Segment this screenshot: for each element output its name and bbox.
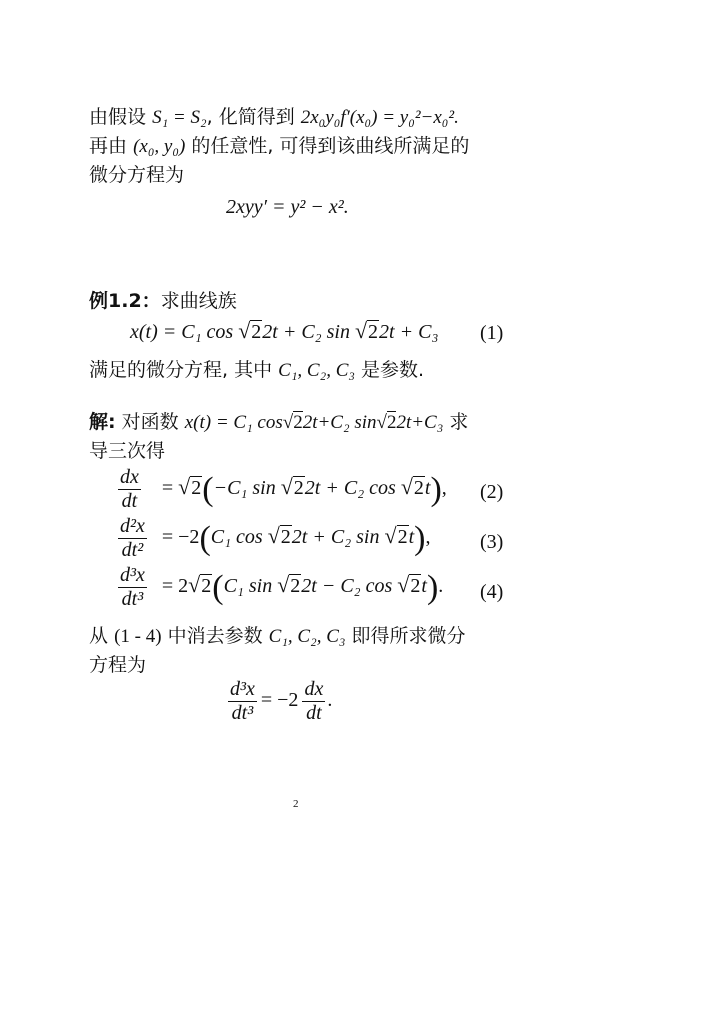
fraction-denominator: dt bbox=[306, 702, 322, 724]
eq-end: . bbox=[327, 689, 333, 712]
eq-inner: C₁ sin bbox=[223, 575, 278, 598]
eq-inner: C₁ cos bbox=[210, 526, 268, 549]
text-segment: 由假设 bbox=[89, 106, 147, 128]
fraction bbox=[118, 466, 141, 513]
text-segment: 再由 bbox=[89, 135, 128, 157]
eq-end: . bbox=[438, 575, 444, 598]
eq1-lhs: x(t) = C₁ cos bbox=[130, 321, 234, 343]
text-segment: 微分方程为 bbox=[89, 164, 185, 186]
text-segment: , 化简得到 bbox=[206, 106, 295, 128]
eq1-mid: 2t + C₂ sin bbox=[262, 321, 350, 343]
equation-2: $\frac{dx}{dt}$ = √2(−C₁ sin √22t + C₂ cos √2t), bbox=[120, 466, 447, 512]
math-inline: C₁, C₂, C₃ bbox=[278, 360, 355, 381]
sqrt-symbol: √2 bbox=[354, 318, 379, 343]
fraction-numerator: d³x bbox=[230, 678, 255, 700]
math-inline: x(t) = C₁ cos bbox=[184, 412, 283, 433]
text-segment: 方程为 bbox=[89, 654, 147, 676]
paragraph-elimination bbox=[89, 622, 509, 679]
example-colon: ： bbox=[141, 290, 161, 312]
eq-rhs-prefix: = 2 bbox=[161, 575, 189, 598]
text-segment: 中消去参数 bbox=[167, 625, 263, 647]
sqrt-symbol: √2 bbox=[178, 474, 202, 500]
math-inline: 2t+C₃ bbox=[396, 412, 444, 433]
paragraph-solution: 解: 对函数 x(t) = C₁ cos√22t+C₂ sin√22t+C₃ 求 导三次得 bbox=[89, 411, 469, 462]
text-segment: 满足的微分方程, 其中 bbox=[89, 359, 273, 381]
sqrt-symbol: √2 bbox=[238, 318, 262, 343]
equation-tag-1: (1) bbox=[480, 322, 504, 344]
equation-3: $\frac{\text{d²x}}{\text{dt²}}$ = −2(C₁ cos √22t + C₂ sin √2t), bbox=[120, 515, 431, 561]
fraction-numerator: dx bbox=[304, 678, 324, 700]
eq-middle: = −2 bbox=[260, 689, 299, 712]
eq-inner: 2t + C₂ sin bbox=[291, 526, 385, 549]
eq-inner: 2t − C₂ cos bbox=[301, 575, 398, 598]
fraction bbox=[228, 678, 257, 725]
math-inline: (1 - 4) bbox=[114, 626, 162, 647]
fraction bbox=[302, 678, 325, 725]
text-segment: 即得所求微分 bbox=[351, 625, 466, 647]
math-inline: S₁ = S₂ bbox=[152, 107, 207, 128]
fraction bbox=[118, 564, 147, 611]
fraction-denominator: dt bbox=[121, 490, 138, 512]
math-inline: 2x₀y₀f′(x₀) = y₀²−x₀². bbox=[300, 107, 459, 128]
example-label: 例1.2 bbox=[89, 290, 142, 312]
equation-tag-4: (4) bbox=[480, 581, 504, 603]
eq-inner: −C₁ sin bbox=[213, 477, 281, 500]
text-segment: 对函数 bbox=[121, 411, 179, 433]
fraction-numerator: d³x bbox=[120, 564, 145, 586]
fraction-numerator: d²x bbox=[120, 515, 145, 537]
equation-4: $\frac{\text{d³x}}{\text{dt³}}$ = 2√2(C₁ sin √22t − C₂ cos √2t). bbox=[120, 564, 444, 610]
fraction-denominator: dt³ bbox=[121, 588, 144, 610]
paragraph-parameters bbox=[89, 356, 509, 385]
fraction-denominator: dt² bbox=[121, 539, 144, 561]
example-text: 求曲线族 bbox=[160, 290, 237, 312]
example-heading bbox=[89, 286, 237, 313]
text-segment: 从 bbox=[89, 625, 109, 647]
eq-end: , bbox=[425, 526, 431, 549]
eq-end: , bbox=[441, 477, 447, 500]
fraction-denominator: dt³ bbox=[231, 702, 254, 724]
text-segment: 是参数. bbox=[361, 359, 425, 381]
math-inline: 2t+C₂ sin bbox=[302, 412, 377, 433]
equation-tag-3: (3) bbox=[480, 531, 504, 553]
final-equation bbox=[226, 678, 332, 725]
sqrt-symbol: √2 bbox=[188, 572, 212, 598]
text-segment: 的任意性, 可得到该曲线所满足的 bbox=[191, 135, 470, 157]
eq1-end: 2t + C₃ bbox=[379, 321, 439, 343]
eq-inner: 2t + C₂ cos bbox=[304, 477, 401, 500]
math-inline: C₁, C₂, C₃ bbox=[268, 626, 346, 647]
fraction-numerator: dx bbox=[120, 466, 139, 488]
page-number: 2 bbox=[293, 798, 299, 810]
paragraph-derivation bbox=[89, 103, 509, 189]
eq-rhs-prefix: = bbox=[161, 477, 179, 500]
math-inline: (x₀, y₀) bbox=[133, 136, 186, 157]
eq-rhs-prefix: = −2 bbox=[161, 526, 200, 549]
fraction bbox=[118, 515, 147, 562]
equation-tag-2: (2) bbox=[480, 481, 504, 503]
solution-label: 解: bbox=[89, 411, 116, 433]
text-segment: 导三次得 bbox=[89, 440, 166, 462]
display-equation-result: 2xyy′ = y² − x². bbox=[226, 196, 349, 218]
text-segment: 求 bbox=[449, 411, 469, 433]
equation-1 bbox=[130, 318, 438, 344]
